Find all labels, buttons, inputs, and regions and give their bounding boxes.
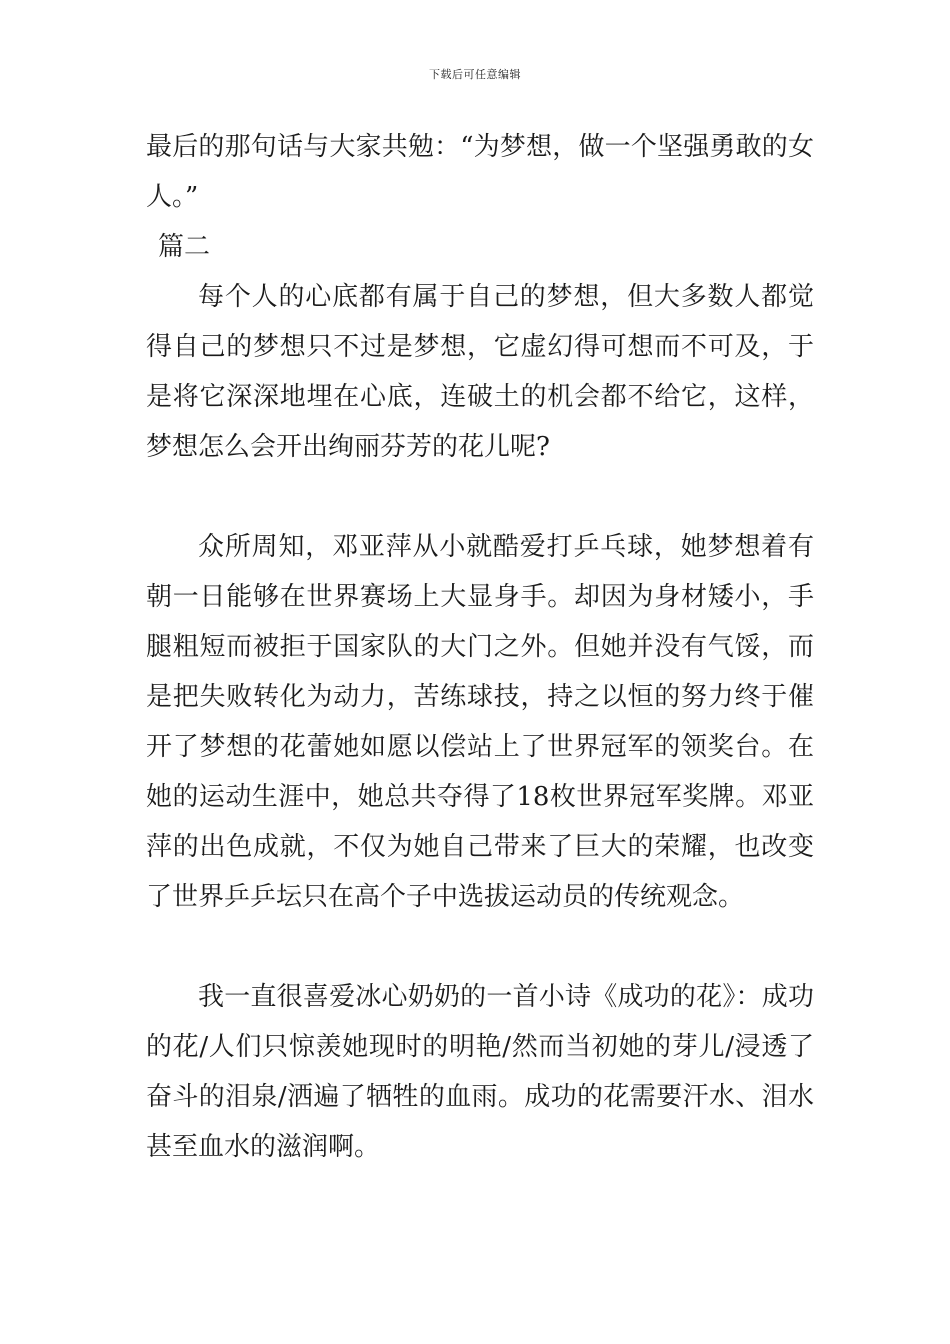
body-paragraph-dreams: 每个人的心底都有属于自己的梦想，但大多数人都觉得自己的梦想只不过是梦想，它虚幻得可想而不可及，于是将它深深地埋在心底，连破土的机会都不给它，这样，梦想怎么会开出绚丽芬芳的花儿呢? <box>146 282 814 462</box>
paragraph-spacer <box>146 922 814 972</box>
section-heading: 篇二 <box>158 232 211 262</box>
page-header: 下载后可任意编辑 <box>429 68 521 81</box>
body-paragraph-deng-yaping: 众所周知，邓亚萍从小就酷爱打乒乓球，她梦想着有朝一日能够在世界赛场上大显身手。却因为身材矮小，手腿粗短而被拒于国家队的大门之外。但她并没有气馁，而是把失败转化为动力，苦练球技，持之以恒的努力终于催开了梦想的花蕾她如愿以偿站上了世界冠军的领奖台。在她的运动生涯中，她总共夺得了18枚世界冠军奖牌。邓亚萍的出色成就，不仅为她自己带来了巨大的荣耀，也改变了世界乒乒坛只在高个子中选拔运动员的传统观念。 <box>146 532 814 912</box>
document-body <box>146 122 814 1172</box>
body-paragraph-poem: 我一直很喜爱冰心奶奶的一首小诗《成功的花》：成功的花/人们只惊羡她现时的明艳/然而当初她的芽儿/浸透了奋斗的泪泉/洒遍了牺牲的血雨。成功的花需要汗水、泪水甚至血水的滋润啊。 <box>146 982 814 1162</box>
closing-paragraph: 最后的那句话与大家共勉：“为梦想，做一个坚强勇敢的女人。” <box>146 132 814 212</box>
paragraph-spacer <box>146 472 814 522</box>
